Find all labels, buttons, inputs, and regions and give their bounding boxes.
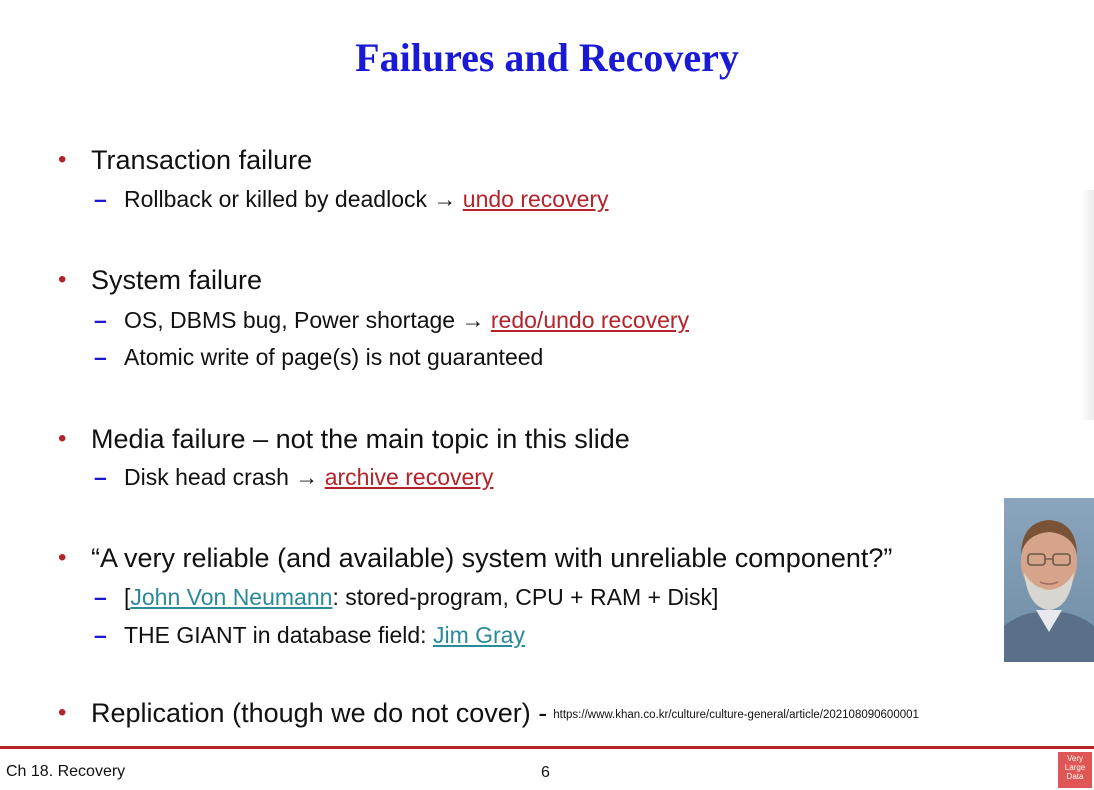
john-von-neumann-link[interactable]: John Von Neumann bbox=[130, 584, 333, 610]
very-large-data-logo bbox=[1058, 752, 1092, 788]
edge-shadow bbox=[1080, 190, 1094, 420]
article-url-link[interactable]: https://www.khan.co.kr/culture/culture-general/article/202108090600001 bbox=[553, 708, 919, 721]
bullet-icon: • bbox=[58, 266, 67, 293]
footer-page-number: 6 bbox=[541, 764, 550, 781]
footer-chapter: Ch 18. Recovery bbox=[6, 763, 126, 780]
bullet-icon: • bbox=[58, 425, 67, 452]
undo-recovery-link[interactable]: undo recovery bbox=[462, 186, 609, 212]
dash-icon: – bbox=[94, 307, 107, 333]
sub-text: Disk head crash → bbox=[124, 464, 325, 490]
redo-undo-recovery-link[interactable]: redo/undo recovery bbox=[490, 307, 690, 333]
archive-recovery-link[interactable]: archive recovery bbox=[324, 464, 494, 490]
logo-line: Very bbox=[1066, 754, 1083, 763]
logo-line: Data bbox=[1066, 772, 1084, 781]
dash-icon: – bbox=[94, 622, 107, 648]
bullet-icon: • bbox=[58, 146, 67, 173]
dash-icon: – bbox=[94, 584, 107, 610]
sub-suffix: : stored-program, CPU + RAM + Disk] bbox=[332, 584, 719, 610]
dash-icon: – bbox=[94, 464, 107, 490]
jim-gray-link[interactable]: Jim Gray bbox=[432, 622, 525, 648]
portrait-photo bbox=[1004, 498, 1094, 662]
bullet-text: System failure bbox=[91, 265, 263, 295]
sub-prefix: [ bbox=[124, 584, 131, 610]
bullet-icon: • bbox=[58, 544, 67, 571]
portrait-icon bbox=[1004, 498, 1094, 662]
sub-text: Rollback or killed by deadlock → bbox=[124, 186, 463, 212]
dash-icon: – bbox=[94, 186, 107, 212]
dash-icon: – bbox=[94, 344, 107, 370]
bullet-text: Media failure – not the main topic in this slide bbox=[91, 424, 630, 454]
bullet-text: Transaction failure bbox=[91, 145, 313, 175]
sub-text: THE GIANT in database field: bbox=[124, 622, 433, 648]
logo-line: Large bbox=[1064, 763, 1086, 772]
sub-text: Atomic write of page(s) is not guaranteed bbox=[124, 344, 544, 370]
bullet-icon: • bbox=[58, 699, 67, 726]
sub-text: OS, DBMS bug, Power shortage → bbox=[124, 307, 491, 333]
footer-divider bbox=[0, 746, 1094, 749]
slide-title: Failures and Recovery bbox=[355, 35, 739, 80]
bullet-text: Replication (though we do not cover) - bbox=[91, 698, 548, 728]
bullet-text: “A very reliable (and available) system with unreliable component?” bbox=[91, 543, 893, 573]
